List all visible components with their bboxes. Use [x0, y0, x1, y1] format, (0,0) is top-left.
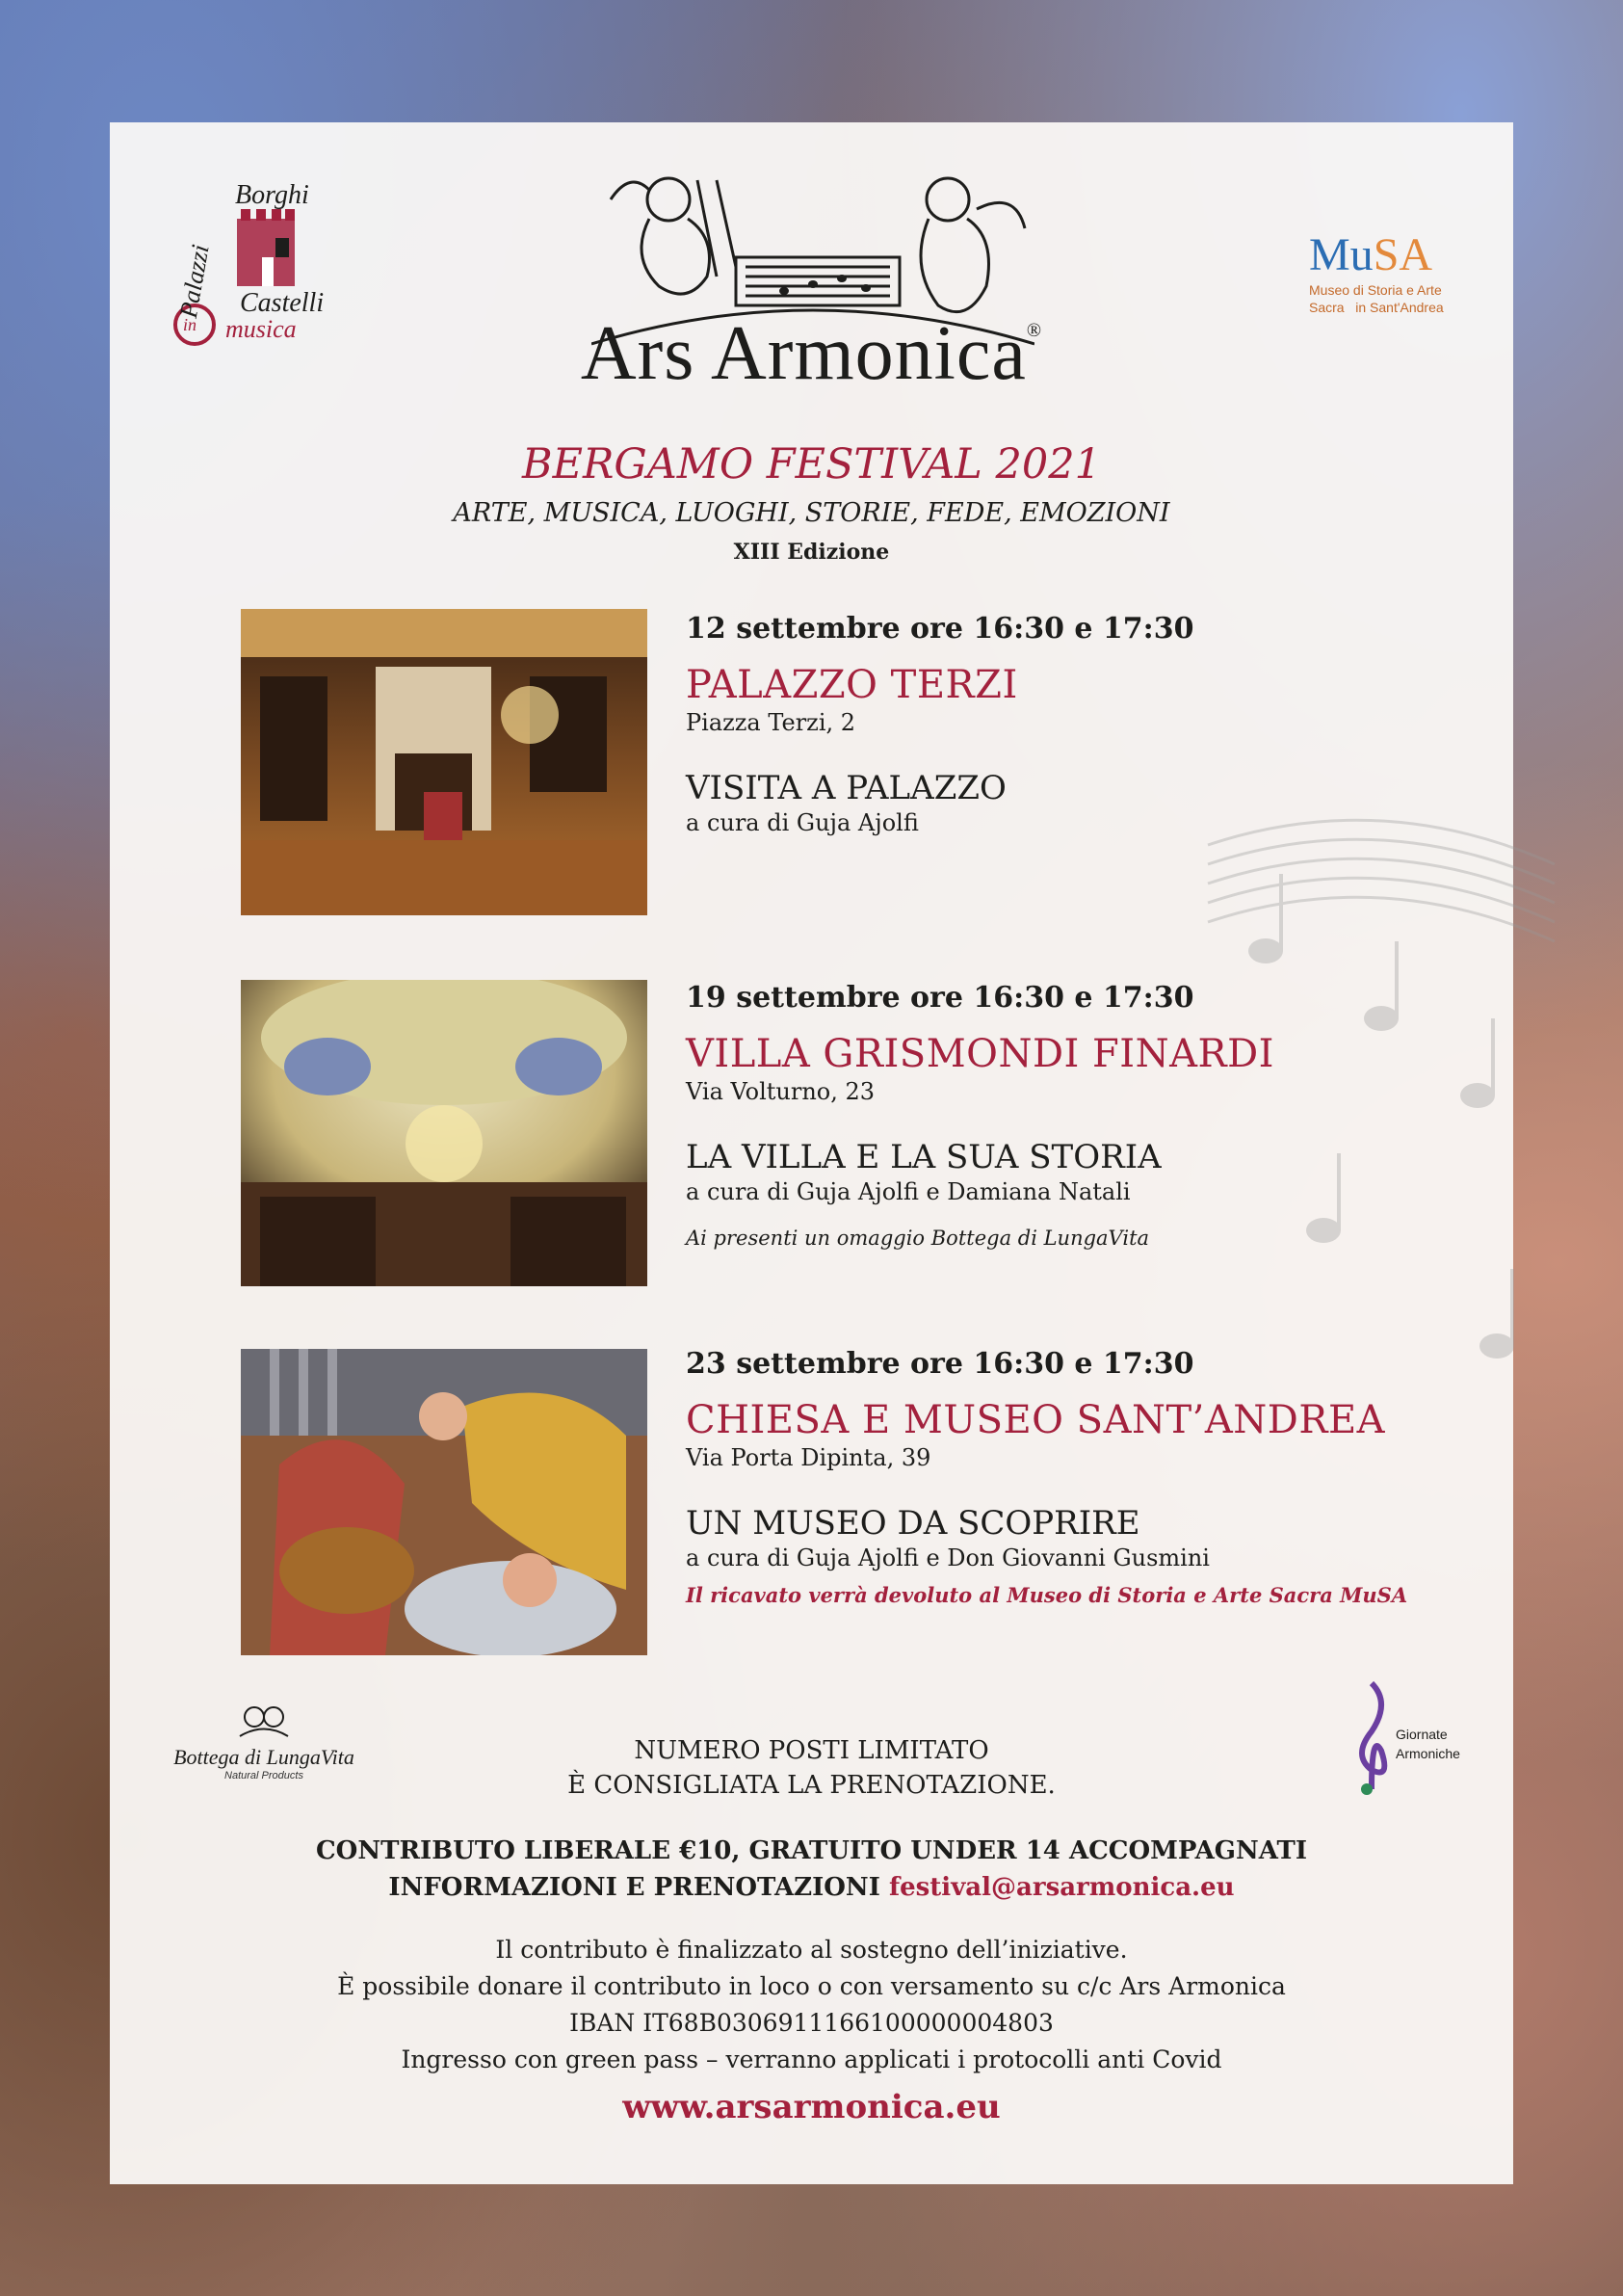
- musa-mu-text: Mu: [1309, 229, 1374, 280]
- event-title: UN MUSEO DA SCOPRIRE: [686, 1504, 1140, 1543]
- event-3-info: [686, 1347, 1476, 1607]
- giornate-text-1: Giornate: [1396, 1727, 1448, 1742]
- email-link[interactable]: festival@arsarmonica.eu: [888, 1873, 1235, 1902]
- booking-notice: [110, 1733, 1513, 1803]
- contribution-line: CONTRIBUTO LIBERALE €10, GRATUITO UNDER 14 ACCOMPAGNATI: [315, 1836, 1307, 1865]
- event-date: 23 settembre ore 16:30 e 17:30: [686, 1347, 1194, 1381]
- note-line: È possibile donare il contributo in loco o con versamento su c/c Ars Armonica: [337, 1972, 1286, 2000]
- event-note: Ai presenti un omaggio Bottega di LungaVita: [686, 1227, 1150, 1250]
- musa-logo: [1309, 228, 1482, 316]
- musa-sa-text: SA: [1373, 229, 1433, 280]
- event-title: LA VILLA E LA SUA STORIA: [686, 1138, 1162, 1176]
- note-line: Ingresso con green pass – verranno applicati i protocolli anti Covid: [401, 2045, 1222, 2073]
- event-venue: VILLA GRISMONDI FINARDI: [686, 1032, 1274, 1076]
- event-2-info: [686, 981, 1476, 1250]
- festival-subtitle: ARTE, MUSICA, LUOGHI, STORIE, FEDE, EMOZIONI: [453, 498, 1170, 528]
- registered-mark: ®: [1026, 320, 1043, 341]
- bottega-subtitle: Natural Products: [224, 1770, 303, 1781]
- event-address: Piazza Terzi, 2: [686, 709, 856, 736]
- iban-line: IBAN IT68B0306911166100000004803: [569, 2009, 1054, 2037]
- giornate-text-2: Armoniche: [1396, 1746, 1460, 1761]
- contribution-info: [110, 1833, 1513, 1906]
- event-venue: PALAZZO TERZI: [686, 663, 1018, 707]
- bottega-name: Bottega di LungaVita: [173, 1745, 354, 1769]
- event-curator: a cura di Guja Ajolfi e Damiana Natali: [686, 1178, 1131, 1205]
- logo-text-in: in: [183, 315, 197, 334]
- event-3-photo: [241, 1349, 647, 1655]
- poster-panel: [110, 122, 1513, 2184]
- logo-text-musica: musica: [225, 315, 297, 343]
- event-date: 12 settembre ore 16:30 e 17:30: [686, 612, 1194, 646]
- logo-text-palazzi: Palazzi: [173, 242, 215, 321]
- event-1-info: [686, 612, 1476, 836]
- musa-subtitle-2: Sacra in Sant'Andrea: [1309, 300, 1444, 315]
- festival-edition: XIII Edizione: [733, 540, 890, 565]
- event-address: Via Porta Dipinta, 39: [686, 1444, 931, 1471]
- musa-subtitle-1: Museo di Storia e Arte: [1309, 282, 1442, 298]
- note-line: Il contributo è finalizzato al sostegno dell’iniziative.: [495, 1936, 1128, 1964]
- booking-line-2: È CONSIGLIATA LA PRENOTAZIONE.: [567, 1771, 1056, 1800]
- booking-line-1: NUMERO POSTI LIMITATO: [634, 1736, 989, 1765]
- brand-title: [110, 310, 1513, 398]
- event-note: Il ricavato verrà devoluto al Museo di Storia e Arte Sacra MuSA: [686, 1583, 1408, 1607]
- logo-text-castelli: Castelli: [240, 288, 325, 318]
- website-link[interactable]: www.arsarmonica.eu: [622, 2088, 1001, 2126]
- festival-title: BERGAMO FESTIVAL 2021: [522, 440, 1101, 488]
- logo-text-borghi: Borghi: [235, 180, 309, 210]
- event-curator: a cura di Guja Ajolfi: [686, 809, 919, 836]
- event-venue: CHIESA E MUSEO SANT’ANDREA: [686, 1398, 1386, 1442]
- event-2-photo: [241, 980, 647, 1286]
- info-label: INFORMAZIONI E PRENOTAZIONI: [388, 1873, 880, 1902]
- brand-name: Ars Armonica: [580, 311, 1027, 396]
- event-1-photo: [241, 609, 647, 915]
- event-date: 19 settembre ore 16:30 e 17:30: [686, 981, 1194, 1015]
- notes-block: [110, 1932, 1513, 2078]
- event-title: VISITA A PALAZZO: [686, 769, 1007, 807]
- event-curator: a cura di Guja Ajolfi e Don Giovanni Gusmini: [686, 1544, 1210, 1571]
- event-address: Via Volturno, 23: [686, 1078, 876, 1105]
